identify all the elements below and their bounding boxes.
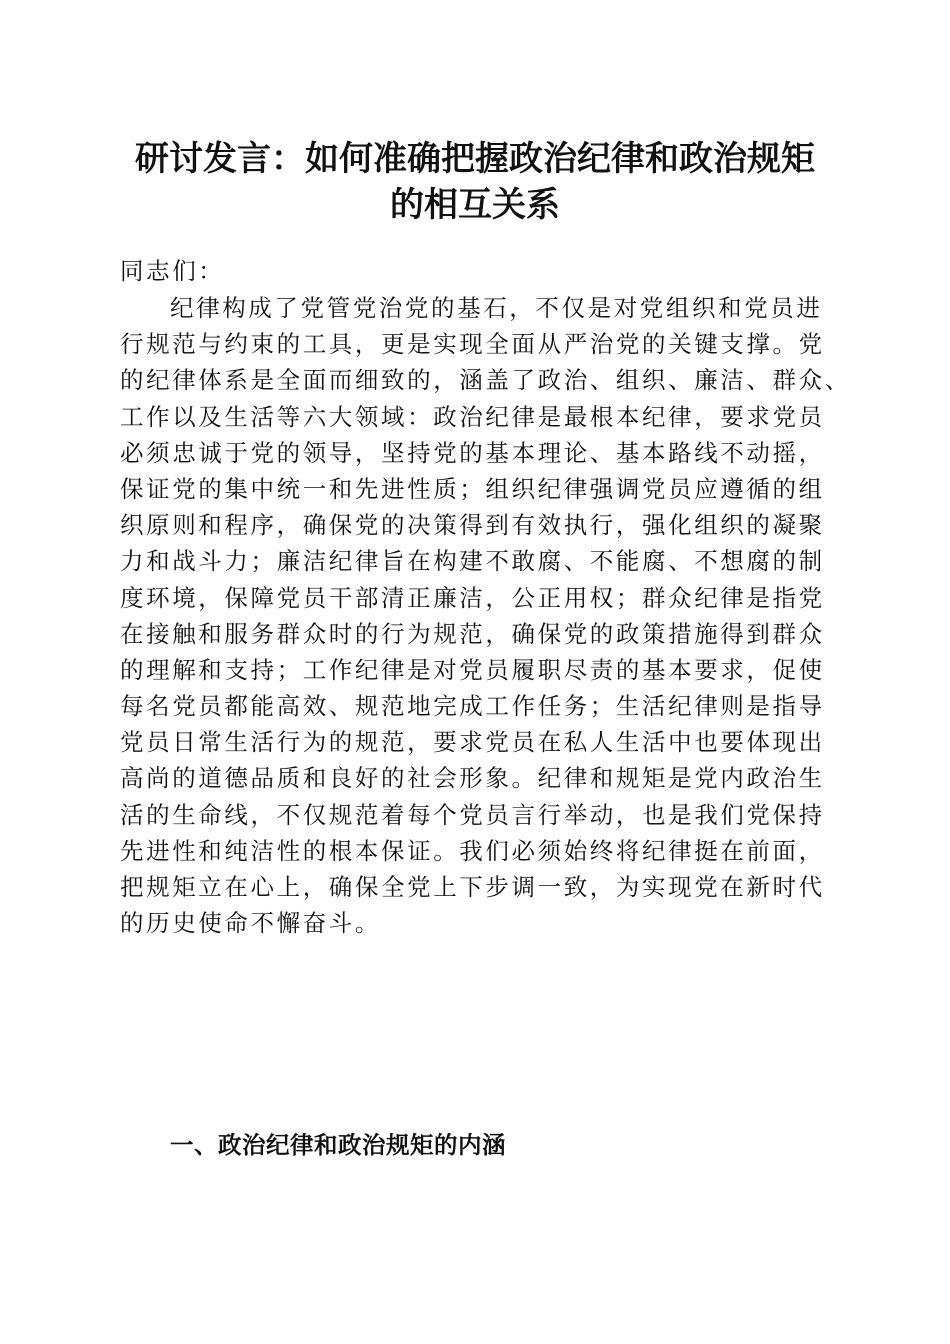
document-title [80,136,870,228]
paragraph-line: 先进性和纯洁性的根本保证。我们必须始终将纪律挺在前面， [120,836,825,865]
paragraph-line: 党员日常生活行为的规范，要求党员在私人生活中也要体现出 [120,728,825,757]
paragraph-line: 每名党员都能高效、规范地完成工作任务；生活纪律则是指导 [120,692,825,721]
paragraph-line: 的纪律体系是全面而细致的，涵盖了政治、组织、廉洁、群众、 [120,366,851,395]
paragraph-line: 力和战斗力；廉洁纪律旨在构建不敢腐、不能腐、不想腐的制 [120,547,825,576]
paragraph-line: 高尚的道德品质和良好的社会形象。纪律和规矩是党内政治生 [120,764,825,793]
title-line-2: 的相互关系 [390,185,560,225]
paragraph-line: 织原则和程序，确保党的决策得到有效执行，强化组织的凝聚 [120,511,825,540]
paragraph-line: 纪律构成了党管党治党的基石，不仅是对党组织和党员进 [170,294,823,322]
intro-paragraph [120,290,851,941]
paragraph-line: 的理解和支持；工作纪律是对党员履职尽责的基本要求，促使 [120,655,825,684]
paragraph-line: 度环境，保障党员干部清正廉洁，公正用权；群众纪律是指党 [120,583,825,612]
paragraph-line: 活的生命线，不仅规范着每个党员言行举动，也是我们党保持 [120,800,825,829]
paragraph-line: 在接触和服务群众时的行为规范，确保党的政策措施得到群众 [120,619,825,648]
salutation: 同志们： [120,257,225,285]
paragraph-line: 的历史使命不懈奋斗。 [120,909,381,938]
document-body [120,252,851,941]
paragraph-line: 把规矩立在心上，确保全党上下步调一致，为实现党在新时代 [120,873,825,901]
section-heading: 一、政治纪律和政治规矩的内涵 [170,1131,506,1159]
paragraph-line: 工作以及生活等六大领域：政治纪律是最根本纪律，要求党员 [120,402,825,431]
paragraph-line: 保证党的集中统一和先进性质；组织纪律强调党员应遵循的组 [120,474,825,503]
paragraph-line: 必须忠诚于党的领导，坚持党的基本理论、基本路线不动摇， [120,438,825,467]
paragraph-line: 行规范与约束的工具，更是实现全面从严治党的关键支撑。党 [120,330,825,359]
title-line-1: 研讨发言：如何准确把握政治纪律和政治规矩 [135,139,815,179]
